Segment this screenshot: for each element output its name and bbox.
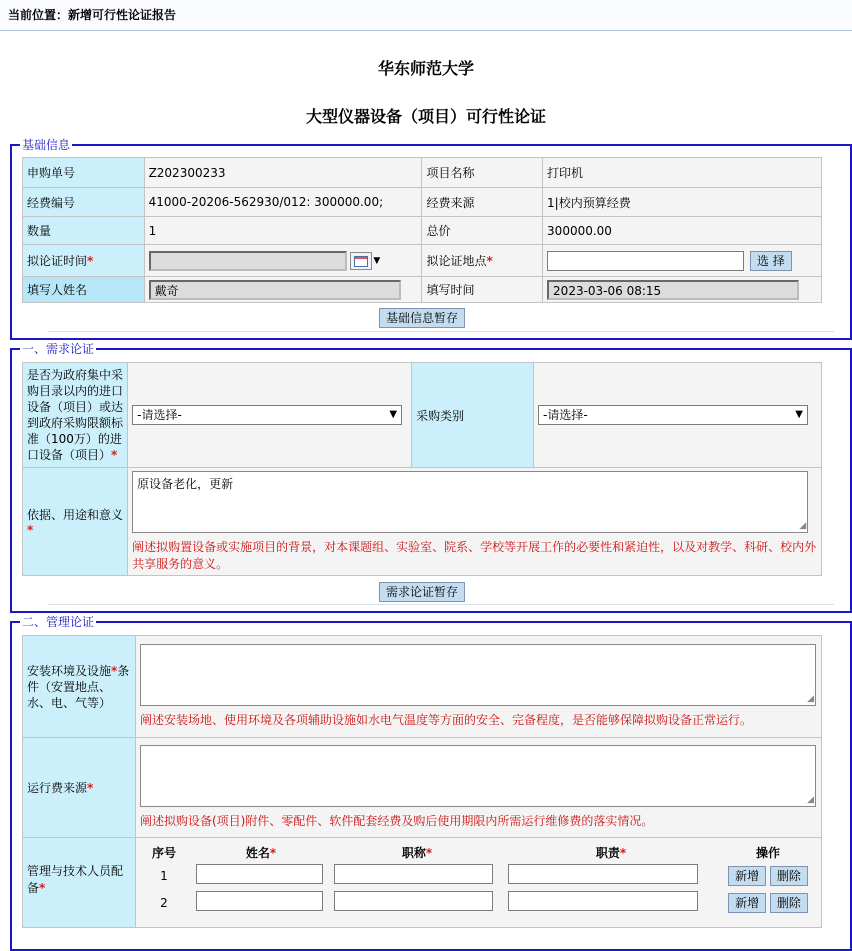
gov-label-cell <box>23 363 128 468</box>
delete-staff-button[interactable]: 删除 <box>770 893 808 913</box>
demo-time-label: 拟论证时间 <box>27 254 88 268</box>
demo-time-input[interactable] <box>149 251 347 271</box>
required-mark: * <box>87 781 94 795</box>
fee-hint: 阐述拟购设备(项目)附件、零配件、软件配套经费及购后使用期限内所需运行维修费的落实情况。 <box>140 814 654 828</box>
env-hint: 阐述安装场地、使用环境及各项辅助设施如水电气温度等方面的安全、完备程度，是否能够保障拟购设备正常运行。 <box>140 713 753 727</box>
required-mark: * <box>111 663 118 678</box>
divider <box>48 331 834 332</box>
breadcrumb: 当前位置：新增可行性论证报告 <box>0 0 852 31</box>
col-no: 序号 <box>151 845 176 860</box>
col-duty-cell <box>504 842 718 862</box>
basic-info-section <box>10 138 852 340</box>
qty-label: 数量 <box>23 217 145 245</box>
fee-label: 运行费来源 <box>27 781 88 795</box>
total-value: 300000.00 <box>543 217 822 245</box>
col-name-cell <box>192 842 330 862</box>
staff-title-input[interactable] <box>334 864 493 884</box>
staff-name-input[interactable] <box>196 891 323 911</box>
required-mark: * <box>619 845 627 860</box>
basic-info-table <box>22 157 822 303</box>
fee-textarea[interactable] <box>140 745 816 807</box>
staff-title-input[interactable] <box>334 891 493 911</box>
demo-place-input[interactable] <box>547 251 744 271</box>
env-label: 安装环境及设施 <box>27 663 112 678</box>
required-mark: * <box>27 523 34 537</box>
demand-table <box>22 362 822 576</box>
purchase-type-select[interactable]: -请选择- ▼ <box>538 405 808 425</box>
demo-time-cell <box>144 245 422 277</box>
env-cell <box>136 636 822 738</box>
demo-place-cell <box>543 245 822 277</box>
order-no-value: Z202300233 <box>144 158 422 188</box>
required-mark: * <box>111 448 118 462</box>
resize-grip-icon: ◢ <box>807 694 814 704</box>
row-no: 2 <box>160 895 168 910</box>
delete-staff-button[interactable]: 删除 <box>770 866 808 886</box>
staff-duty-input[interactable] <box>508 891 698 911</box>
calendar-icon[interactable] <box>350 252 372 270</box>
staff-name-input[interactable] <box>196 864 323 884</box>
staff-cell <box>136 838 822 928</box>
required-mark: * <box>425 845 433 860</box>
staff-label-cell <box>23 838 136 928</box>
fund-source-value: 1|校内预算经费 <box>543 188 822 217</box>
chevron-down-icon: ▼ <box>389 409 398 420</box>
demand-save-button[interactable]: 需求论证暂存 <box>379 582 465 602</box>
demo-place-label-cell <box>422 245 543 277</box>
purchase-type-cell <box>533 363 821 468</box>
col-title: 职称 <box>401 845 426 860</box>
gov-select-cell <box>128 363 412 468</box>
required-mark: * <box>269 845 277 860</box>
fund-source-label: 经费来源 <box>422 188 543 217</box>
staff-table <box>136 842 818 916</box>
project-name-value: 打印机 <box>543 158 822 188</box>
demo-time-label-cell <box>23 245 145 277</box>
fill-time-label: 填写时间 <box>422 277 543 303</box>
filler-name-field: 戴奇 <box>149 280 401 300</box>
basis-cell <box>128 468 822 576</box>
demand-legend: 一、需求论证 <box>22 342 95 356</box>
add-staff-button[interactable]: 新增 <box>728 893 766 913</box>
required-mark: * <box>39 881 46 895</box>
demand-section <box>10 342 852 613</box>
basic-info-legend: 基础信息 <box>22 138 71 152</box>
management-legend: 二、管理论证 <box>22 615 95 629</box>
fund-no-label: 经费编号 <box>23 188 145 217</box>
fund-no-value: 41000-20206-562930/012: 300000.00; <box>144 188 422 217</box>
purchase-type-label: 采购类别 <box>412 363 534 468</box>
fee-label-cell <box>23 738 136 838</box>
filler-label: 填写人姓名 <box>23 277 145 303</box>
chevron-down-icon: ▼ <box>795 409 803 420</box>
col-op: 操作 <box>755 845 780 860</box>
fill-time-cell <box>543 277 822 303</box>
col-title-cell <box>330 842 504 862</box>
resize-grip-icon: ◢ <box>799 520 807 531</box>
gov-label: 是否为政府集中采购目录以内的进口设备（项目）或达到政府采购限额标准（100万）的进口设备（项目） <box>27 368 124 462</box>
divider <box>48 604 834 605</box>
filler-cell <box>144 277 422 303</box>
basis-label: 依据、用途和意义 <box>27 508 124 522</box>
basic-save-button[interactable]: 基础信息暂存 <box>379 308 465 328</box>
management-section <box>10 615 852 951</box>
fill-time-field: 2023-03-06 08:15 <box>547 280 799 300</box>
basis-hint: 阐述拟购置设备或实施项目的背景，对本课题组、实验室、院系、学校等开展工作的必要性和紧迫性，以及对教学、科研、校内外共享服务的意义。 <box>132 539 817 571</box>
order-no-label: 申购单号 <box>23 158 145 188</box>
required-mark: * <box>486 254 493 268</box>
project-name-label: 项目名称 <box>422 158 543 188</box>
management-table <box>22 635 822 928</box>
env-label-detail: 条件（安置地点、水、电、气等） <box>27 663 130 710</box>
add-staff-button[interactable]: 新增 <box>728 866 766 886</box>
demo-place-label: 拟论证地点 <box>426 254 487 268</box>
resize-grip-icon: ◢ <box>807 795 814 805</box>
col-name: 姓名 <box>245 845 270 860</box>
env-textarea[interactable] <box>140 644 816 706</box>
university-name: 华东师范大学 <box>377 59 474 78</box>
env-label-cell <box>23 636 136 738</box>
required-mark: * <box>87 254 94 268</box>
col-duty: 职责 <box>595 845 620 860</box>
total-label: 总价 <box>422 217 543 245</box>
staff-label: 管理与技术人员配备 <box>27 864 124 895</box>
fee-cell <box>136 738 822 838</box>
page-title: 大型仪器设备（项目）可行性论证 <box>305 107 546 126</box>
staff-duty-input[interactable] <box>508 864 698 884</box>
row-no: 1 <box>160 868 168 883</box>
staff-row <box>136 862 818 889</box>
gov-select[interactable]: -请选择- ▼ <box>132 405 402 425</box>
basis-textarea[interactable]: 原设备老化，更新 ◢ <box>132 471 808 533</box>
chevron-down-icon[interactable]: ▼ <box>373 255 381 266</box>
basis-label-cell <box>23 468 128 576</box>
staff-row <box>136 889 818 916</box>
qty-value: 1 <box>144 217 422 245</box>
choose-place-button[interactable]: 选 择 <box>750 251 792 271</box>
